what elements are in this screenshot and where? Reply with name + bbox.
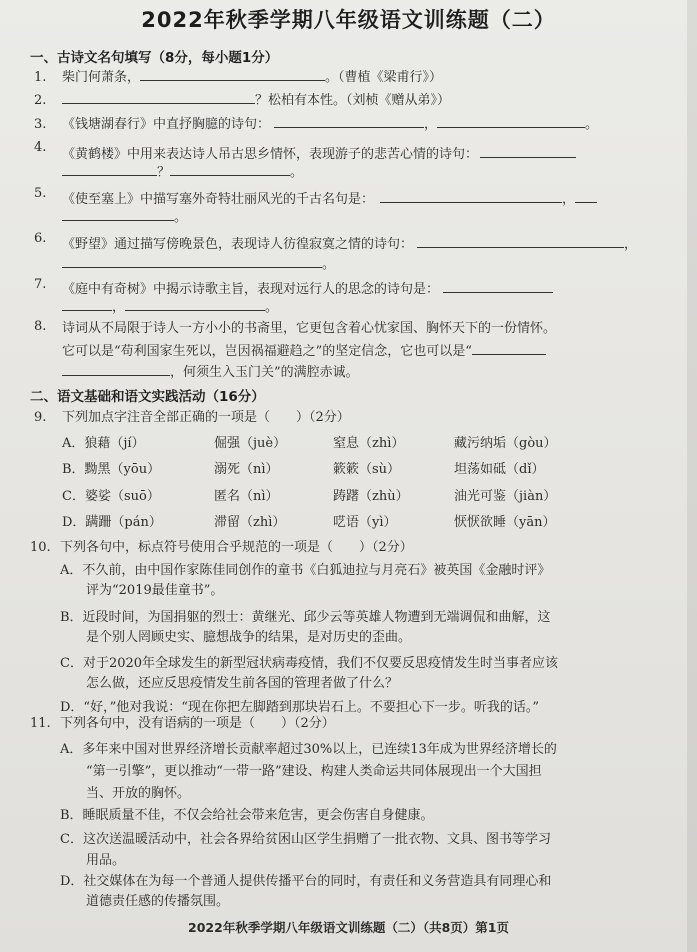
q9-option-a-item3: 窒息（zhì） — [333, 436, 405, 451]
q4-part-c: 。 — [290, 165, 304, 180]
q4-answer-blank-1[interactable] — [480, 146, 576, 158]
q7-text-line1 — [62, 281, 553, 299]
q8-line3-text: ，何须生入玉门关”的满腔赤诚。 — [170, 365, 359, 380]
q7-part-c: 。 — [265, 300, 279, 315]
q9-option-d: D．蹒跚（pán） — [62, 515, 162, 530]
q6-text-line1 — [62, 236, 637, 254]
q9-option-c: C．婆娑（suō） — [62, 489, 160, 504]
q5-answer-blank-1[interactable] — [380, 191, 562, 203]
q6-part-c: 。 — [322, 257, 336, 272]
q9-option-d-item4: 恹恹欲睡（yān） — [454, 515, 556, 530]
q5-part-c: 。 — [174, 210, 188, 225]
q3-number: 3. — [34, 117, 47, 132]
q9-option-b: B．黝黑（yōu） — [62, 462, 161, 477]
q11-option-a-line2: “第一引擎”，更以推动“一带一路”建设、构建人类命运共同体展现出一个大国担 — [86, 764, 542, 779]
q2-part-a: ？松柏有本性。（刘桢《赠从弟》） — [255, 93, 451, 108]
q11-stem: 下列各句中，没有语病的一项是（ ）（2分） — [60, 716, 335, 731]
q9-number: 9. — [34, 410, 47, 425]
q2-text — [62, 92, 450, 110]
q8-line2-text: 它可以是“苟利国家生死以，岂因祸福避趋之”的坚定信念，它也可以是“ — [62, 344, 472, 359]
q7-answer-blank-2[interactable] — [125, 299, 265, 311]
q11-option-a-line3: 当、开放的胸怀。 — [86, 786, 191, 801]
q1-part-a: 柴门何萧条， — [62, 70, 141, 85]
q6-number: 6. — [34, 231, 47, 246]
q1-answer-blank[interactable] — [140, 69, 325, 81]
q4-answer-blank-1-cont[interactable] — [62, 164, 157, 176]
q2-number: 2. — [34, 93, 47, 108]
q9-option-b-item4: 坦荡如砥（dǐ） — [454, 462, 545, 477]
q8-answer-blank[interactable] — [472, 343, 546, 355]
q10-option-b-line2: 是个别人罔顾史实、臆想战争的结果，是对历史的歪曲。 — [86, 630, 412, 645]
q6-answer-blank-2[interactable] — [62, 256, 322, 268]
q3-part-b: ， — [424, 117, 438, 132]
q9-option-c-item2: 匿名（nì） — [214, 489, 279, 504]
q9-option-c-item3: 踌躇（zhù） — [333, 489, 409, 504]
q11-option-d-line2: 道德责任感的传播氛围。 — [86, 894, 230, 909]
q6-answer-blank-1[interactable] — [417, 236, 624, 248]
q3-answer-blank-2[interactable] — [437, 116, 585, 128]
q8-number: 8. — [34, 319, 47, 334]
q9-option-a-item4: 藏污纳垢（gòu） — [454, 436, 557, 451]
q9-option-c-item4: 油光可鉴（jiàn） — [454, 489, 557, 504]
q10-option-c-line2: 怎么做，还应反思疫情发生前各国的管理者做了什么？ — [86, 676, 399, 691]
q7-part-b: ， — [112, 300, 126, 315]
page-footer: 2022年秋季学期八年级语文训练题（二）（共8页）第1页 — [188, 920, 509, 935]
q5-text-line1 — [62, 191, 597, 209]
q5-part-a: 《使至塞上》中描写塞外奇特壮丽风光的千古名句是： — [62, 192, 375, 207]
q7-text-line2 — [62, 299, 278, 317]
q3-answer-blank-1[interactable] — [274, 116, 424, 128]
q5-part-b: ， — [562, 192, 576, 207]
q9-option-b-item2: 溺死（nì） — [214, 462, 279, 477]
q9-option-a: A．狼藉（jí） — [62, 436, 145, 451]
q7-answer-blank-1[interactable] — [443, 281, 553, 293]
q11-number: 11. — [30, 716, 51, 731]
q2-answer-blank[interactable] — [62, 92, 255, 104]
q7-number: 7. — [34, 277, 47, 292]
q9-option-d-item3: 呓语（yì） — [333, 515, 397, 530]
q1-number: 1. — [34, 70, 47, 85]
q7-answer-blank-1-cont[interactable] — [62, 299, 112, 311]
q8-line2 — [62, 343, 546, 361]
q11-option-a-line1: A．多年来中国对世界经济增长贡献率超过30%以上，已连续13年成为世界经济增长的 — [60, 742, 557, 757]
q5-answer-blank-2-cont[interactable] — [62, 209, 174, 221]
q3-part-a: 《钱塘湖春行》中直抒胸臆的诗句： — [62, 117, 271, 132]
q10-option-a-line1: A．不久前，由中国作家陈佳同创作的童书《白狐迪拉与月亮石》被英国《金融时评》 — [60, 563, 551, 578]
q9-option-a-item2: 倔强（juè） — [214, 436, 287, 451]
page-edge-shadow — [687, 0, 697, 952]
q8-line1: 诗词从不局限于诗人一方小小的书斋里，它更包含着心忧家国、胸怀天下的一份情怀。 — [62, 321, 557, 336]
q9-option-d-item2: 滞留（zhì） — [214, 515, 286, 530]
q8-line3 — [62, 364, 359, 382]
q9-stem: 下列加点字注音全部正确的一项是（ ）（2分） — [62, 410, 350, 425]
q10-option-c-line1: C．对于2020年全球发生的新型冠状病毒疫情，我们不仅要反思疫情发生时当事者应该 — [60, 656, 559, 671]
q11-option-c-line2: 用品。 — [86, 853, 126, 868]
q4-text-line1 — [62, 146, 576, 164]
q1-part-b: 。（曹植《梁甫行》） — [325, 70, 443, 85]
q5-number: 5. — [34, 186, 47, 201]
q10-option-b-line1: B．近段时间，为国捐躯的烈士：黄继光、邱少云等英雄人物遭到无端调侃和曲解，这 — [60, 610, 551, 625]
section-1-heading: 一、古诗文名句填写（8分，每小题1分） — [30, 50, 279, 66]
q10-option-a-line2: 评为“2019最佳童书”。 — [86, 583, 224, 598]
q6-part-b: ， — [624, 237, 638, 252]
q6-text-line2 — [62, 256, 335, 274]
q4-answer-blank-2[interactable] — [170, 164, 290, 176]
q8-answer-blank-cont[interactable] — [62, 364, 170, 376]
q4-text-line2 — [62, 164, 303, 182]
q5-text-line2 — [62, 209, 187, 227]
q4-number: 4. — [34, 140, 47, 155]
q5-answer-blank-2[interactable] — [575, 191, 597, 203]
q3-text — [62, 116, 598, 134]
q10-option-d: D．“好，”他对我说：“现在你把左脚踏到那块岩石上。不要担心下一步。听我的话。” — [60, 700, 540, 715]
q10-number: 10. — [30, 540, 51, 555]
q10-stem: 下列各句中，标点符号使用合乎规范的一项是（ ）（2分） — [60, 540, 413, 555]
q4-part-b: ？ — [157, 165, 171, 180]
q7-part-a: 《庭中有奇树》中揭示诗歌主旨，表现对远行人的思念的诗句是： — [62, 282, 440, 297]
q9-option-b-item3: 簌簌（sù） — [333, 462, 401, 477]
q4-part-a: 《黄鹤楼》中用来表达诗人吊古思乡情怀，表现游子的悲苦心情的诗句： — [62, 147, 479, 162]
q1-text — [62, 69, 442, 87]
q11-option-d-line1: D．社交媒体在为每一个普通人提供传播平台的同时，有责任和义务营造具有同理心和 — [60, 874, 552, 889]
exam-title: 2022年秋季学期八年级语文训练题（二） — [141, 8, 556, 32]
q3-part-c: 。 — [585, 117, 599, 132]
q11-option-c-line1: C．这次送温暖活动中，社会各界给贫困山区学生捐赠了一批衣物、文具、图书等学习 — [60, 832, 551, 847]
q11-option-b: B．睡眠质量不佳，不仅会给社会带来危害，更会伤害自身健康。 — [60, 808, 434, 823]
q6-part-a: 《野望》通过描写傍晚景色，表现诗人彷徨寂寞之情的诗句： — [62, 237, 414, 252]
section-2-heading: 二、语文基础和语文实践活动（16分） — [30, 389, 265, 405]
